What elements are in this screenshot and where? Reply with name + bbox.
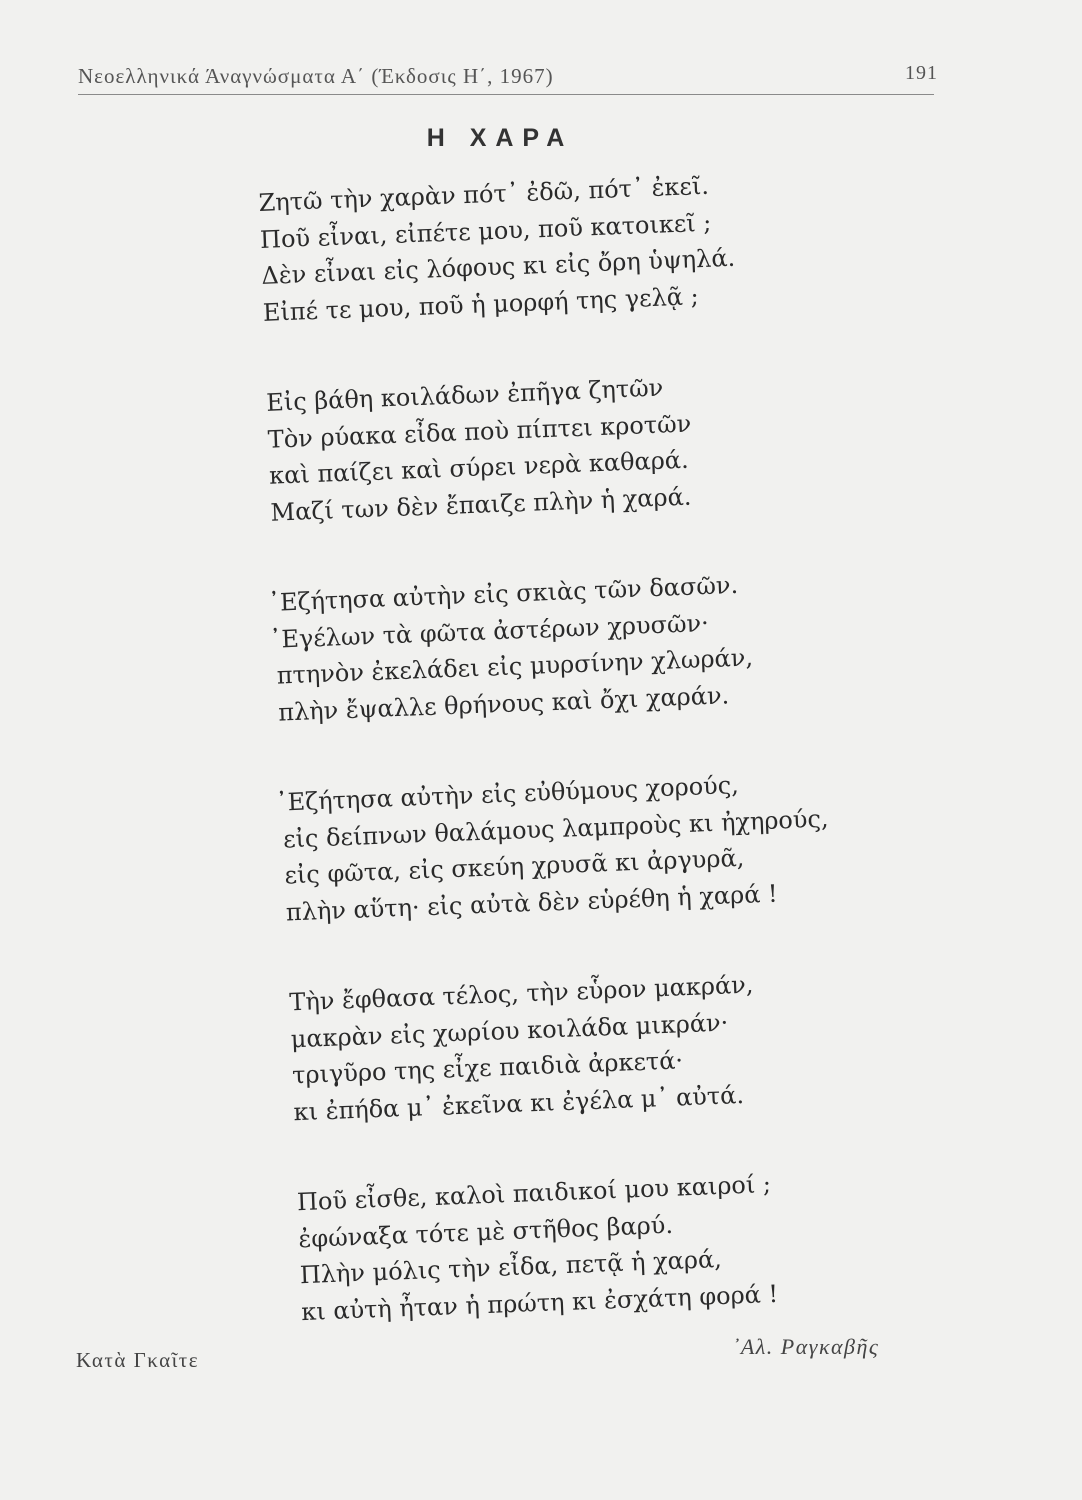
verse-line: Πλὴν μόλις τὴν εἶδα, πετᾷ ἡ χαρά, [299, 1245, 723, 1290]
verse-line: Μαζί των δὲν ἔπαιζε πλὴν ἡ χαρά. [270, 482, 692, 527]
stanza-4 [275, 762, 886, 931]
stanza-1 [258, 162, 863, 331]
source-attribution: Κατὰ Γκαῖτε [76, 1348, 200, 1372]
verse-line: καὶ παίζει καὶ σύρει νερὰ καθαρά. [268, 445, 690, 490]
verse-line: κι αὐτὴ ἦταν ἡ πρώτη κι ἐσχάτη φορά ! [300, 1279, 779, 1326]
verse-line: Τὴν ἔφθασα τέλος, τὴν εὗρον μακράν, [288, 970, 754, 1017]
book-title: Νεοελληνικά Άναγνώσματα Α΄ (Έκδοσις Η΄, 1967) [78, 64, 554, 88]
poem-title: Η ΧΑΡΑ [426, 124, 574, 152]
verse-line: πλὴν αὕτη· εἰς αὐτὰ δὲν εὑρέθη ἡ χαρά ! [285, 879, 779, 926]
verse-line: εἰς φῶτα, εἰς σκεύη χρυσᾶ κι ἀργυρᾶ, [283, 843, 745, 890]
page-number: 191 [905, 62, 938, 84]
poem-body [258, 162, 904, 1384]
verse-line: Εἰς βάθη κοιλάδων ἐπῆγα ζητῶν [265, 373, 664, 417]
verse-line: πτηνὸν ἐκελάδει εἰς μυρσίνην χλωράν, [276, 643, 754, 690]
verse-line: Εἰπέ τε μου, ποῦ ἡ μορφή της γελᾷ ; [262, 281, 700, 327]
verse-line: Δὲν εἶναι εἰς λόφους κι εἰς ὄρη ὑψηλά. [260, 243, 736, 290]
verse-line: ᾽Εζήτησα αὐτὴν εἰς εὐθύμους χορούς, [275, 770, 740, 817]
verse-line: κι ἐπήδα μ᾽ ἐκεῖνα κι ἐγέλα μ᾽ αὐτά. [293, 1080, 745, 1126]
header-rule [78, 94, 934, 95]
stanza-6 [296, 1161, 901, 1330]
verse-line: Τὸν ρύακα εἶδα ποὺ πίπτει κροτῶν [267, 409, 692, 454]
verse-line: μακρὰν εἰς χωρίου κοιλάδα μικράν· [290, 1008, 729, 1053]
verse-line: Ζητῶ τὴν χαρὰν πότ᾽ ἐδῶ, πότ᾽ ἐκεῖ. [258, 171, 710, 217]
verse-line: Ποῦ εἶσθε, καλοὶ παιδικοί μου καιροί ; [296, 1170, 772, 1217]
stanza-2 [266, 362, 871, 531]
verse-line: ᾽Εζήτησα αὐτὴν εἰς σκιὰς τῶν δασῶν. [267, 570, 739, 617]
author-name: ᾽Αλ. Ραγκαβῆς [732, 1334, 880, 1359]
verse-line: ᾽Εγέλων τὰ φῶτα ἀστέρων χρυσῶν· [268, 608, 710, 654]
verse-line: τριγῦρο της εἶχε παιδιὰ ἀρκετά· [291, 1046, 684, 1090]
stanza-5 [289, 961, 894, 1130]
verse-line: Ποῦ εἶναι, εἰπέτε μου, ποῦ κατοικεῖ ; [259, 208, 712, 254]
verse-line: ἐφώναξα τότε μὲ στῆθος βαρύ. [297, 1210, 674, 1253]
verse-line: πλὴν ἔψαλλε θρήνους καὶ ὄχι χαράν. [277, 680, 730, 727]
verse-line: εἰς δείπνων θαλάμους λαμπροὺς κι ἠχηρούς, [282, 804, 829, 854]
stanza-3 [267, 562, 878, 731]
